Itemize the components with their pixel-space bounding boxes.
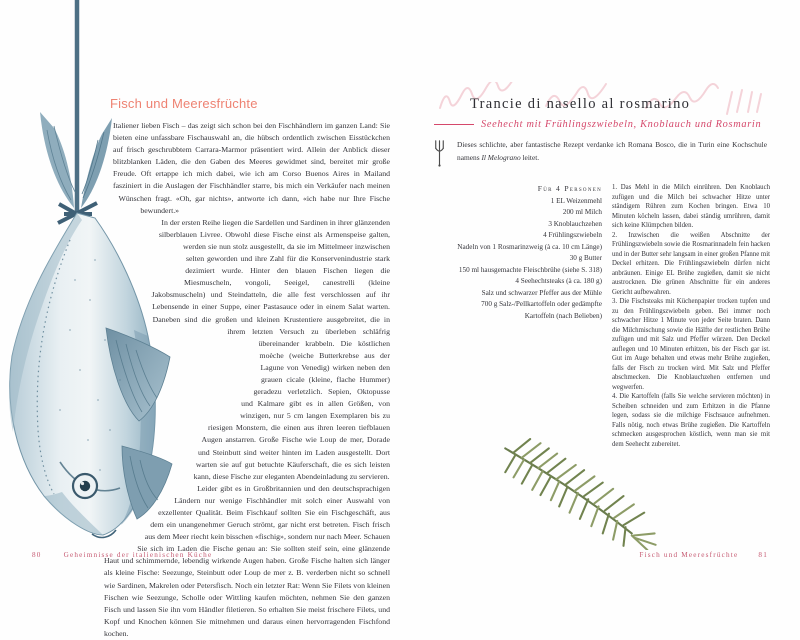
ingredient-item: Salz und schwarzer Pfeffer aus der Mühle [481, 288, 602, 297]
ingredient-item: Nadeln von 1 Rosmarinzweig (à ca. 10 cm Länge) [457, 242, 602, 251]
ingredient-item: 4 Seehechtsteaks (à ca. 180 g) [515, 277, 602, 285]
instruction-step: 4. Die Kartoffeln (falls Sie welche servieren möchten) in Scheiben schneiden und zum Erhitzen in die Pfanne legen, sodass sie die milchige Fischsauce aufnehmen. Falls nötig, noch etwas Brühe zugießen. Die Kartoffeln schmecken ausgesprochen köstlich, wenn man sie mit dem Seehecht zubereitet. [612, 393, 770, 448]
chapter-heading: Fisch und Meeresfrüchte [110, 96, 258, 111]
recipe-subtitle-row [434, 119, 761, 130]
left-page-footer [32, 551, 212, 559]
ingredient-item: 700 g Salz-/Pellkartoffeln oder gedämpfte Kartoffeln (nach Belieben) [481, 300, 602, 320]
subtitle-dash [434, 124, 474, 125]
page-number-left: 80 [32, 551, 42, 559]
intro-text-before: Dieses schlichte, aber fantastische Rezept verdanke ich Romana Bosco, die in Turin eine Kochschule namens [457, 140, 767, 162]
recipe-intro-row [432, 138, 768, 168]
body-paragraph: In der ersten Reihe liegen die Sardellen und Sardinen in ihrer glänzenden silberblauen Livree. Obwohl diese Fische einst als Armenspeise galten, werden sie nun stolz ausgestellt, da sie im Mittelmeer inzwischen selten geworden und ihre Zahl für die Konservenindustrie stark dezimiert wurde. Hinter den blauen Fischen liegen die Miesmuscheln, vongoli, Seeigel, canestrelli (kleine Jakobsmuscheln) und Steindatteln, die alle fest verschlossen auf ihr Lebensende in einer Suppe, einer Pastasauce oder in einem Salat warten. Daneben sind die großen und kleinen Krustentiere ausgebreitet, die in ihrem letzten Versuch zu überleben schläfrig übereinander krabbeln. Die köstlichen moèche (weiche Butterkrebse aus der Lagune von Venedig) wirken neben den grauen cicale (kleine, flache Hummer) geradezu verletzlich. Sepien, Oktopusse und Kalmare gibt es in allen Größen, von winzigen, nur 5 cm langen Exemplaren bis zu riesigen Monstern, die einen aus ihren leeren tiefblauen Augen anstarren. Große Fische wie Loup de mer, Dorade und Steinbutt sind weiter hinten im Laden ausgestellt. Dort warten sie auf gut betuchte Käuferschaft, die es sich leisten kann, diese Fische zur eleganten Abendeinladung zu servieren. [151, 217, 390, 481]
recipe-intro [457, 138, 767, 168]
ingredients-list [450, 183, 602, 322]
intro-text-after: leitet. [520, 153, 540, 162]
chapter-footer: Fisch und Meeresfrüchte [639, 551, 739, 559]
serves-header: Für 4 Personen [537, 184, 602, 193]
right-page-footer [639, 551, 768, 559]
right-page [430, 0, 770, 640]
page-number-right: 81 [758, 551, 768, 559]
recipe-subtitle: Seehecht mit Frühlingszwiebeln, Knoblauch und Rosmarin [481, 119, 762, 130]
book-title-footer: Geheimnisse der italienischen Küche [63, 551, 213, 559]
instruction-step: 2. Inzwischen die weißen Abschnitte der Frühlingszwiebeln sowie die Rosmarinnadeln fein hacken und in der Butter sehr langsam in einer großen Pfanne mit Deckel erhitzen. Die Frühlingszwiebeln dürfen nicht anbräunen. Einige EL Brühe zugießen, damit sie nicht austrocknen. Die grünen Abschnitte für ein anderes Gericht aufbewahren. [612, 231, 770, 296]
instruction-step: 3. Die Fischsteaks mit Küchenpapier trocken tupfen und zu den Frühlingszwiebeln geben. Bei immer noch schwacher Hitze 1 Minute von jeder Seite braten. Dann die Milchmischung sowie die Hälfte der restlichen Brühe zufügen und mit Salz und Pfeffer würzen. Den Deckel auflegen und 10 Minuten erhitzen, bis der Fisch gar ist. Gut im Auge behalten und etwas mehr Brühe zugießen, falls der Fisch zu trocken wird. Mit Salz und Pfeffer abschmecken. Die Knoblauchzehen entfernen und wegwerfen. [612, 298, 770, 391]
ingredient-item: 1 EL Weizenmehl [550, 196, 602, 205]
fork-icon [432, 138, 447, 168]
body-paragraph: Italiener lieben Fisch – das zeigt sich schon bei den Fischhändlern im ganzen Land: Sie bieten eine unfassbare Fischauswahl an, die hübsch ordentlich zwischen Eisstückchen auf frisch geschrubbtem Carrara-Marmor präsentiert wird. Allein der Anblick dieser blitzblanken Läden, die den Gaben des Meeres gewidmet sind, bereitet mir große Freude. Oft ertappe ich mich dabei, wie ich am Corso Buenos Aires in Mailand fasziniert in die Auslagen der Fischhändler starre, bis mich ein Verkäufer nach meinen Wünschen fragt. «Oh, gar nichts», antworte ich dann, «ich habe nur Ihre Fische bewundert.» [113, 121, 390, 215]
recipe-title: Trancie di nasello al rosmarino [470, 96, 691, 112]
ingredient-item: 200 ml Milch [562, 208, 602, 216]
body-paragraph: Leider gibt es in Großbritannien und den deutschsprachigen Ländern nur wenige Fischhändler mit solch einer Auswahl von exzellenter Qualität. Beim Fischkauf sollten Sie ein Fischgeschäft, aus dem ein unangenehmer Geruch strömt, gar nicht erst betreten. Fisch frisch aus dem Meer riecht kein bisschen «fischig», sondern nur nach Meer. Schauen Sie sich im Laden die Fische genau an: Sie sollten steif sein, eine glänzende Haut und schimmernde, lebendig wirkende Augen haben. Große Fische halten sich länger als kleine Fische: Seezunge, Steinbutt oder Loup de mer z. B. verderben nicht so schnell wie Sardinen, Makrelen oder Petersfisch. Noch ein letzter Rat: Wenn Sie Filets von kleinen Fischen wie Seezunge, Scholle oder Wittling kaufen möchten, nehmen Sie den ganzen Fisch und lassen Sie ihn vom Händler filetieren. So erhalten Sie meist frischere Filets, und Kopf und Knochen können Sie mitnehmen und daraus einen hervorragenden Fischfond kochen. [104, 483, 390, 638]
rosemary-sprig-icon [498, 438, 666, 550]
ingredient-item: 3 Knoblauchzehen [548, 219, 602, 228]
ingredient-item: 150 ml hausgemachte Fleischbrühe (siehe S. 318) [458, 265, 602, 274]
ingredient-item: 30 g Butter [569, 254, 602, 262]
fish-eye [73, 474, 97, 498]
instruction-step: 1. Das Mehl in die Milch einrühren. Den Knoblauch zufügen und die Milch bei schwacher Hitze unter ständigem Rühren zum Kochen bringen. Etwa 10 Minuten köcheln lassen, dabei ständig umrühren, damit sich keine Klümpchen bilden. [612, 184, 770, 229]
instructions-column [612, 183, 770, 449]
intro-school-name: Il Melograno [481, 153, 521, 162]
ingredient-item: 4 Frühlingszwiebeln [543, 231, 602, 239]
